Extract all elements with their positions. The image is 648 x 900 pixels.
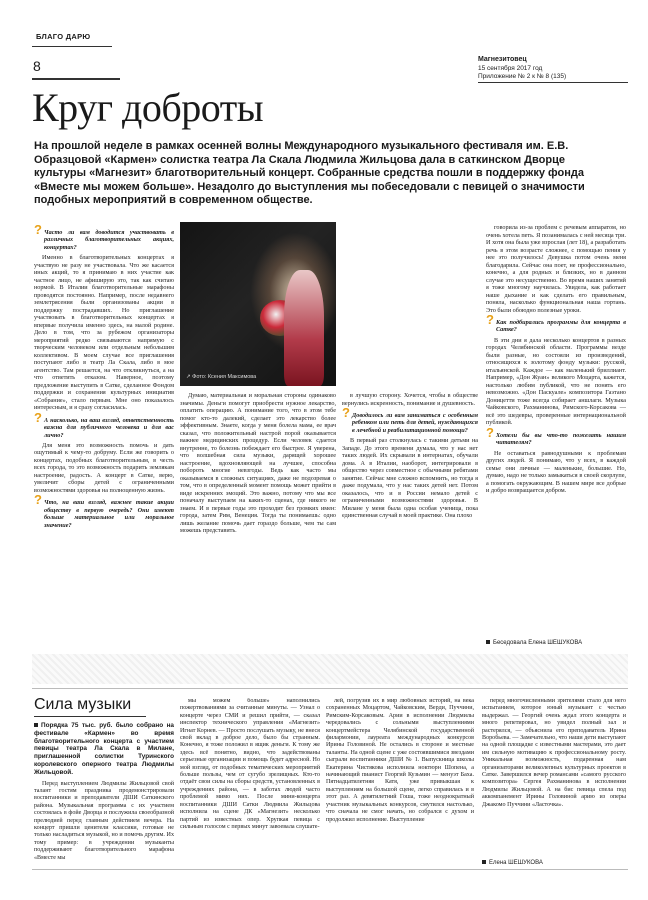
second-column-2 [180, 698, 320, 868]
second-article-signature [482, 860, 543, 866]
interview-answer: в лучшую сторону. Хочется, чтобы в обществе вернулись искренность, понимание и душевность. [342, 392, 478, 407]
second-article-lead [34, 722, 174, 777]
masthead-title: Магнезитовец [478, 56, 527, 63]
interview-question [34, 409, 174, 439]
singer-figure [284, 270, 324, 386]
section-label: БЛАГО ДАРЮ [36, 32, 91, 41]
bullet-icon [486, 640, 490, 644]
interview-question-text: А насколько, на ваш взгляд, ответственность важна для публичного человека и для вас лично? [44, 416, 174, 439]
divider [34, 716, 146, 717]
question-mark-icon: ? [342, 405, 350, 420]
divider [32, 46, 112, 47]
camera-icon: ↗ [186, 374, 193, 380]
interview-answer: Для меня это возможность помочь и дать ощутимый к чему-то добруму. Если же говорить о концертах, подобных благотворительным, в честь всех города, то это возможность подарить землякам настроение, радость. А концерт в Сатке, верю, увеличит сборы детей с ограниченными возможностями здоровья на полноценную жизнь. [34, 441, 174, 494]
second-column-4 [482, 698, 626, 858]
interview-question-text: Часто ли вам доводится участвовать в различных благотворительных акциях, концертах? [44, 229, 174, 251]
page-number: 8 [33, 58, 41, 74]
second-column-1 [34, 722, 174, 868]
masthead [478, 56, 628, 82]
interview-question-text: Как подбирались программы для концерта в Сатке? [496, 319, 626, 334]
second-column-3 [326, 698, 474, 868]
photo-credit [186, 374, 256, 380]
article-column-3 [342, 392, 478, 646]
article-signature [486, 640, 582, 646]
interview-answer: В первый раз столкнулась с такими детьми на Западе. До этого времени думала, что у нас нет таких людей. Их скрывали в интернатах, обучали дома. А в Италии, наоборот, интегрировали в общество через совместное с обычными ребятами занятие. Сейчас мне сложно вспомнить, но тогда я даже подумала, что у нас таких детей нет. Потом оказалось, что и в России немало детей с ограниченными возможностями здоровья. В Милане у меня была одна особая ученица, пока единственная случай в моей практике. Она плохо [342, 437, 478, 520]
article-column-1 [34, 224, 174, 646]
interview-question [342, 405, 478, 434]
bullet-icon [482, 860, 486, 864]
article-column-4 [486, 224, 626, 636]
article-signature-text: Беседовала Елена ШЕШУКОВА [493, 640, 583, 646]
interview-answer: В эти дни я дала несколько концертов в разных городах Челябинской области. Программы везде были разные, но состояли из произведений, относящихся к золотому фонду музыки: русской, итальянской. Каждое — как маленький бриллиант. Например, «Дон Жуан» великого Моцарта, кажется, настолько любим публикой, что не понять его невозможно. «Дон Паскуале» композитора Гаэтано Доницетти тоже всегда собирает аншлаги. Музыка Чайковского, Рахманинова, Римского-Корсакова — всё это шедевры, проверенные интернациональной публикой. [486, 336, 626, 427]
decorative-band [32, 654, 628, 684]
interview-question-text: Доводилось ли вам заниматься с особенным ребенком или петь для детей, нуждающихся в лечебной и реабилитационной помощи? [352, 412, 478, 434]
article-column-2 [180, 392, 336, 646]
divider [478, 82, 628, 83]
interview-answer: говорила из-за проблем с речевым аппаратом, но очень хотела петь. Я позанималась с ней месяца три. И хотя она была уже взрослая (лет 18), а разработать речь в этом возрасте сложнее, с помощью пения у нее это получилось! Девушка потом очень меня благодарила. Сейчас она поет, не профессионально, конечно, а для родных и близких, но в данном случае это несущественно. Во время наших занятий я тоже многому научилась. Увидела, как работает наше дыхание и как сделать его правильным, поняла, насколько функциональная наша гортань. Это были обоюдно полезные уроки. [486, 224, 626, 314]
masthead-date: 15 сентября 2017 год [478, 64, 543, 72]
second-column-3-text: лей, погрузив их в мир любовных историй, на века сохраненных Моцартом, Чайковским, Верди, Пуччини, Римским-Корсаковым. Арии в исполнении Людмилы чередовались с сольными выступлениями концертмейстера Челябинской государственной филармонии, лауреата международных конкурсов Ирины Головиной. Не остались в стороне и местные таланты. На одной сцене с уже состоявшимися звездами сыграли воспитанники ДШИ № 1. Выпускница школы Екатерина Чистякова исполнила ноктюрн Шопена, а начинающий пианист Георгий Кузьмин — менуэт Баха. Пятнадцатилетняя Катя, уже привыкшая к выступлениям на большой сцене, легко справилась и в этот раз. А девятилетний Гоша, тоже неоднократный участник музыкальных конкурсов, смутился настолько, что сначала не смог начать, но собрался с духом и продолжил исполнение. Выступление [326, 698, 474, 823]
second-column-4-text: перед многочисленными зрителями стало для него испытанием, которое юный музыкант с честью выдержал. — Георгий очень ждал этого концерта и много репетировал, но увидел полный зал и растерялся, — объяснила его преподаватель Ирина Воробьева. — Замечательно, что наши дети выступают на одной площадке с известными мастерами, это дает им сильную мотивацию к профессиональному росту. Уникальная возможность, подаренная нам организаторами великолепных культурных проектов в Сатке. Завершился вечер романсами «самого русского композитора» Сергея Рахманинова в исполнении Людмилы Жильцовой. А на бис певица спела под аккомпанемент Ирины Головиной арию из оперы Джакомо Пуччини «Ласточка». [482, 698, 626, 808]
interview-question [34, 224, 174, 251]
article-headline: Круг доброты [32, 85, 264, 130]
singer-photo [180, 222, 336, 386]
question-mark-icon: ? [486, 312, 494, 327]
interview-question-text: Что, на ваш взгляд, важнее такие акции обществу в первую очередь? Они имеют больше материальное или моральное значение? [44, 499, 174, 529]
question-mark-icon: ? [486, 424, 494, 440]
second-article-lead-text: Порядка 75 тыс. руб. было собрано на фестивале «Кармен» во время благотворительного концерта с участием певицы театра Ла Скала в Милане, приглашенной солистки Туринского королевского оперного театра Людмилы Жильцовой. [34, 722, 174, 776]
second-article-headline: Сила музыки [34, 696, 132, 713]
article-lead: На прошлой неделе в рамках осенней волны Международного музыкального фестиваля им. Е.В. Образцовой «Кармен» солистка театра Ла Скала Людмила Жильцова дала в саткинском Дворце культуры «Магнезит» благотворительный концерт. Собранные средства пошли в поддержку фонда «Вместе мы можем больше». Незадолго до выступления мы побеседовали с певицей о значимости подобных мероприятий в современном обществе. [34, 140, 585, 207]
interview-answer: Не оставаться равнодушными к проблемам других людей. Я понимаю, что у всех, в каждой семье они личные — маленькие, большие. Но, думаю, надо не только замыкаться в своей скорлупе, а помогать окружающим. В нашем мире все добрые и добро возвращается добром. [486, 449, 626, 495]
question-mark-icon: ? [34, 224, 42, 237]
second-article-signature-text: Елена ШЕШУКОВА [489, 860, 543, 866]
photo-credit-text: Фото: Ксения Максимова [192, 374, 257, 380]
interview-answer: Именно в благотворительных концертах я участвую не разу не участвовала. Что же касается иных акций, то я принимаю в них участие как частное лицо, не афиширую это, так как считаю нормой. В Италии благотворительные марафоны проводятся постоянно. Например, после недавнего землетрясения были организованы акции в поддержку пострадавших. Но приглашение участвовать в благотворительных концертах я впервые получила именно здесь, на малой родине. Дело в том, что за рубежом организаторы мероприятий редко связываются напрямую с творческим человеком или отдельным небольшим коллективом. В моем случае все приглашения поступают либо в театр Ла Скала, либо в мое агентство. Там решается, на что откликнуться, а на что ответить отказом. Наверное, поэтому предложение выступить в Сатке, сделанное Фондом поддержки и сохранения культурных инициатив «Собрание», стало первым. Мне оно показалось интересным, и я сразу согласилась. [34, 254, 174, 412]
question-mark-icon: ? [34, 492, 42, 508]
divider [32, 78, 120, 80]
second-column-1-text: Перед выступлением Людмилы Жильцовой свой талант гостям праздника продемонстрировали воспитанники и преподаватели ДШИ Саткинского района. Музыкальная программа с их участием состоялась в фойе Дворца и послужила своеобразной прелюдией перед главным действием вечера. На концерт пришли ценители классики, готовые не только насладиться музыкой, но и помочь другим. Их тому пример: в учреждении музыканты поддерживают благотворительного марафона «Вместе мы [34, 780, 174, 861]
masthead-supplement: Приложение № 2 к № 8 (135) [478, 73, 567, 80]
bullet-icon [34, 723, 38, 727]
interview-question [486, 424, 626, 447]
interview-question [34, 492, 174, 529]
interview-question [486, 312, 626, 334]
question-mark-icon: ? [34, 409, 42, 425]
interview-question-text: Хотели бы вы что-то пожелать нашим читателям? [496, 431, 626, 447]
second-column-2-text: мы можем больше» наполнились пожертвованиями за считанные минуты. — Узнал о концерте через СМИ и решил прийти, — сказал инспектор технического управления «Магнезит» Игнат Корнев. — Просто послушать музыку, не внеся свой вклад в доброе дело, было бы странным. Конечно, я тоже положил в ящик деньги. К тому же здесь всё понятно, видно, что задействованы серьезные организации и помощь будет адресной. Но мой взгляд, от подобных тематических мероприятий больше пользы, чем от сугубо зрелищных. Кто-то отдаёт свои силы на сборы средств, установленных в учреждениях района, — в заботах людей часто проблемой мимо них. После мини-концерта воспитанники ДШИ Сатки Людмила Жильцова исполнила на сцене ДК «Магнезит» несколько партий из известных опер. Хрупкая певица с сильным голосом с первых минут завоевала слушате- [180, 698, 320, 830]
interview-answer: Думаю, материальная и моральная стороны одинаково значимы. Деньги помогут приобрести нужное лекарство, оплатить операцию. А понимание того, что в этом тебе помог кто-то далекий, сделает это лекарство более эффективным. Знаете, когда у меня болела мама, ее врач сказал, что положительный настрой порой оказывается важнее медицинских процедур. Если человек сдается внутренне, то болезнь побеждает его быстрее. Я уверена, что волшебная сила музыки, дарящей хорошее настроение, вдохновляющей на лучшее, способна побороть многие невзгоды. Ведь как часто мы оказываемся в сложных ситуациях, даже не подозревая о том, что в определенный момент помощь может прийти в виде искренних эмоций. Это важно, потому что мы все поначалу выступаем на каких-то сценах, где никого не знаем. И в первые годы это проходит без громких имен: города, затем Рим, Венеция. Тогда ты понимаешь: одно лишь желание помочь дает гораздо больше, чем ты сам можешь представить. [180, 392, 336, 534]
